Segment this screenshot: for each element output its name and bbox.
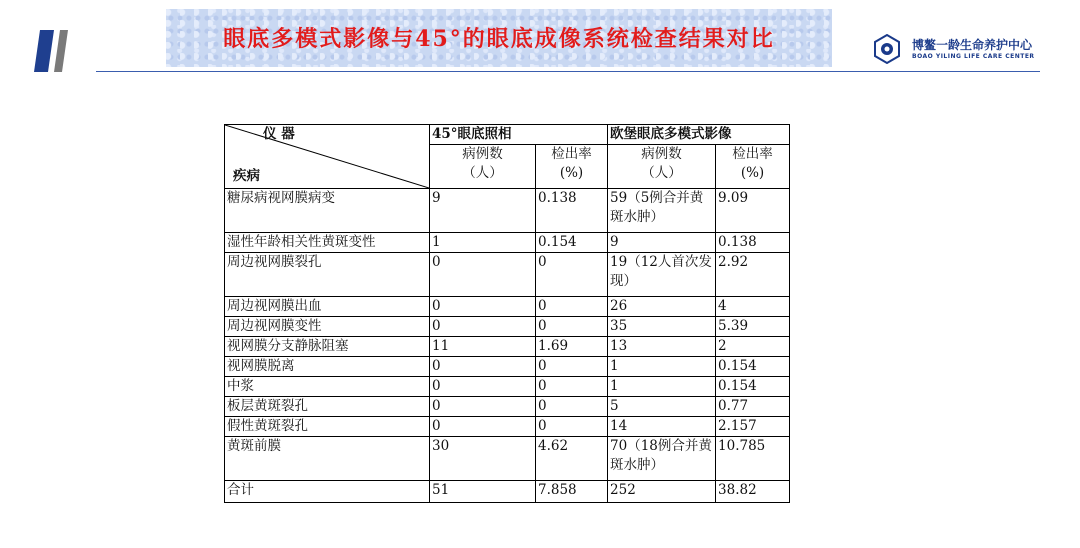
cell-c2: 5 [608, 397, 716, 417]
cell-c2: 59（5例合并黄斑水肿） [608, 189, 716, 233]
cell-c1: 1 [430, 233, 536, 253]
col-header-rate-2: 检出率 (%) [716, 145, 790, 189]
cell-c2: 13 [608, 337, 716, 357]
cell-r2: 5.39 [716, 317, 790, 337]
cell-r2: 38.82 [716, 481, 790, 503]
cell-r1: 0 [536, 377, 608, 397]
disease-label: 疾病 [233, 168, 260, 184]
cell-r2: 2 [716, 337, 790, 357]
cell-c2: 19（12人首次发现） [608, 253, 716, 297]
table-row [225, 233, 790, 253]
cell-r2: 0.77 [716, 397, 790, 417]
cell-disease: 中浆 [225, 377, 430, 397]
brand-name-cn: 博鳌一龄生命养护中心 [912, 38, 1033, 52]
cell-c1: 0 [430, 397, 536, 417]
cell-c2: 9 [608, 233, 716, 253]
cell-disease: 黄斑前膜 [225, 437, 430, 481]
cell-c2: 1 [608, 377, 716, 397]
table-row [225, 253, 790, 297]
cell-disease: 视网膜分支静脉阻塞 [225, 337, 430, 357]
col-header-cases-1: 病例数 （人） [430, 145, 536, 189]
group-header-45: 45°眼底照相 [430, 125, 608, 145]
cell-c1: 0 [430, 377, 536, 397]
brand-logo [872, 34, 1052, 66]
cell-r2: 0.154 [716, 357, 790, 377]
cell-r1: 0.154 [536, 233, 608, 253]
cell-disease: 合计 [225, 481, 430, 503]
cell-c1: 0 [430, 297, 536, 317]
cell-c2: 14 [608, 417, 716, 437]
table-row [225, 357, 790, 377]
cell-disease: 板层黄斑裂孔 [225, 397, 430, 417]
cell-r1: 1.69 [536, 337, 608, 357]
cell-r2: 2.92 [716, 253, 790, 297]
cell-c1: 0 [430, 417, 536, 437]
cell-r2: 2.157 [716, 417, 790, 437]
cell-c1: 0 [430, 253, 536, 297]
cell-r1: 0 [536, 417, 608, 437]
brand-emblem-icon [872, 34, 902, 64]
cell-r1: 4.62 [536, 437, 608, 481]
cell-r1: 0 [536, 297, 608, 317]
cell-disease: 周边视网膜裂孔 [225, 253, 430, 297]
cell-r1: 0.138 [536, 189, 608, 233]
cell-r2: 10.785 [716, 437, 790, 481]
cell-disease: 假性黄斑裂孔 [225, 417, 430, 437]
table-row [225, 437, 790, 481]
cell-c1: 0 [430, 357, 536, 377]
comparison-table [224, 124, 790, 503]
cell-disease: 视网膜脱离 [225, 357, 430, 377]
title-banner [166, 9, 832, 67]
cell-c2: 70（18例合并黄斑水肿） [608, 437, 716, 481]
cell-r1: 0 [536, 357, 608, 377]
cell-r1: 0 [536, 397, 608, 417]
cell-r2: 9.09 [716, 189, 790, 233]
logo-bars-icon [34, 28, 84, 74]
cell-r1: 7.858 [536, 481, 608, 503]
brand-name-en: BOAO YILING LIFE CARE CENTER [912, 53, 1035, 60]
cell-c1: 51 [430, 481, 536, 503]
cell-r2: 0.154 [716, 377, 790, 397]
cell-c2: 252 [608, 481, 716, 503]
cell-disease: 周边视网膜变性 [225, 317, 430, 337]
table-row [225, 189, 790, 233]
header-divider [96, 71, 1040, 72]
cell-r2: 4 [716, 297, 790, 317]
cell-c1: 0 [430, 317, 536, 337]
cell-r2: 0.138 [716, 233, 790, 253]
col-header-rate-1: 检出率 (%) [536, 145, 608, 189]
cell-disease: 周边视网膜出血 [225, 297, 430, 317]
cell-c2: 26 [608, 297, 716, 317]
group-header-optos: 欧堡眼底多模式影像 [608, 125, 790, 145]
cell-c2: 35 [608, 317, 716, 337]
cell-c1: 11 [430, 337, 536, 357]
page-title: 眼底多模式影像与45°的眼底成像系统检查结果对比 [223, 26, 775, 52]
cell-c1: 30 [430, 437, 536, 481]
cell-disease: 湿性年龄相关性黄斑变性 [225, 233, 430, 253]
instrument-label: 仪 器 [263, 126, 295, 142]
table-row [225, 317, 790, 337]
cell-c1: 9 [430, 189, 536, 233]
table-row [225, 397, 790, 417]
table-row [225, 297, 790, 317]
table-row [225, 481, 790, 503]
table-row [225, 417, 790, 437]
cell-disease: 糖尿病视网膜病变 [225, 189, 430, 233]
table-corner-header [225, 125, 430, 189]
table-row [225, 337, 790, 357]
cell-c2: 1 [608, 357, 716, 377]
cell-r1: 0 [536, 317, 608, 337]
table-row [225, 377, 790, 397]
cell-r1: 0 [536, 253, 608, 297]
col-header-cases-2: 病例数 （人） [608, 145, 716, 189]
